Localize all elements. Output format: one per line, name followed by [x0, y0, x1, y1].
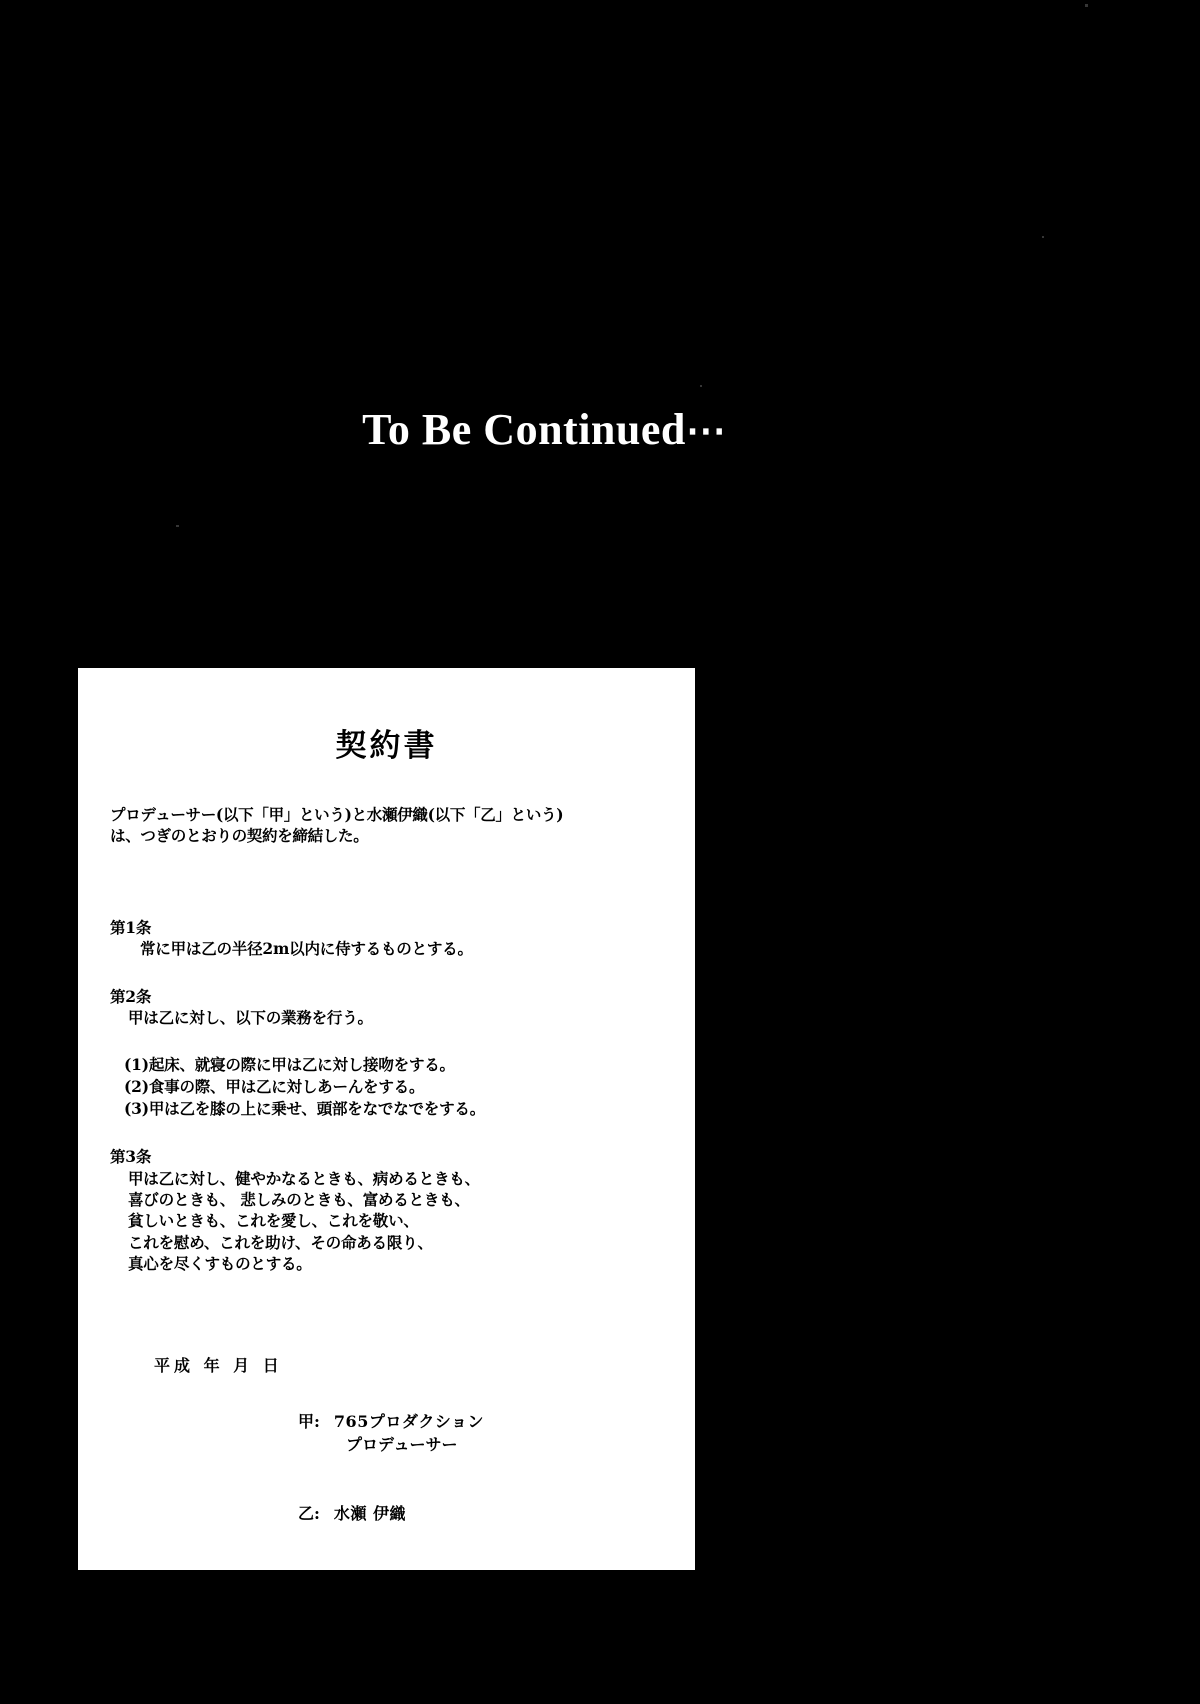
signature-party-a-label: 甲:	[298, 1411, 320, 1431]
signature-party-a-value: 765プロダクション	[333, 1411, 485, 1431]
contract-document	[78, 668, 695, 1570]
clause-3-head: 第3条	[110, 1147, 152, 1167]
spacer	[108, 1028, 665, 1054]
contract-intro-line: プロデューサー(以下「甲」という)と水瀬伊織(以下「乙」という)	[110, 805, 564, 824]
clause-2-head: 第2条	[110, 986, 152, 1006]
clause-1	[108, 917, 665, 960]
signature-party-a	[108, 1410, 665, 1456]
list-item: (2)食事の際、甲は乙に対しあーんをする。	[124, 1077, 425, 1097]
signature-party-b-label: 乙:	[298, 1503, 320, 1523]
ellipsis: ⋯	[685, 408, 728, 453]
dust-speck	[1042, 236, 1044, 238]
date-line: 平成 年 月 日	[154, 1355, 283, 1375]
clause-1-line: 常に甲は乙の半径2m以内に侍するものとする。	[140, 939, 473, 959]
clause-2-body	[110, 1007, 665, 1028]
signature-party-b	[108, 1502, 665, 1525]
clause-2	[108, 986, 665, 1029]
clause-1-body	[110, 938, 665, 959]
spacer	[108, 1120, 665, 1146]
signature-party-b-value: 水瀬 伊織	[333, 1503, 406, 1523]
clause-3	[108, 1146, 665, 1274]
signature-party-a-sub: プロデューサー	[346, 1434, 458, 1454]
signature-block	[108, 1353, 665, 1526]
contract-intro-line: は、つぎのとおりの契約を締結した。	[110, 825, 369, 845]
clause-3-line: 貧しいときも、これを愛し、これを敬い、	[128, 1211, 419, 1231]
contract-title: 契約書	[335, 728, 438, 764]
dust-speck	[700, 385, 702, 387]
list-item: (3)甲は乙を膝の上に乗せ、頭部をなでなでをする。	[124, 1099, 485, 1119]
to-be-continued-headline	[0, 404, 1090, 455]
clause-3-body	[110, 1168, 665, 1275]
spacer	[108, 847, 665, 917]
clause-3-line: 喜びのときも、 悲しみのときも、富めるときも、	[128, 1190, 470, 1210]
contract-intro	[108, 805, 665, 847]
clause-3-line: 真心を尽くすものとする。	[128, 1254, 312, 1274]
clause-2-line: 甲は乙に対し、以下の業務を行う。	[128, 1007, 373, 1027]
dust-speck	[1085, 4, 1088, 7]
to-be-continued-text: To Be Continued	[362, 405, 686, 454]
list-item: (1)起床、就寝の際に甲は乙に対し接吻をする。	[124, 1055, 455, 1075]
clause-2-items	[108, 1054, 665, 1120]
clause-3-line: 甲は乙に対し、健やかなるときも、病めるときも、	[128, 1168, 480, 1188]
dust-speck	[176, 525, 179, 527]
spacer	[108, 960, 665, 986]
clause-3-line: これを慰め、これを助け、その命ある限り、	[128, 1232, 433, 1252]
clause-1-head: 第1条	[110, 917, 152, 937]
